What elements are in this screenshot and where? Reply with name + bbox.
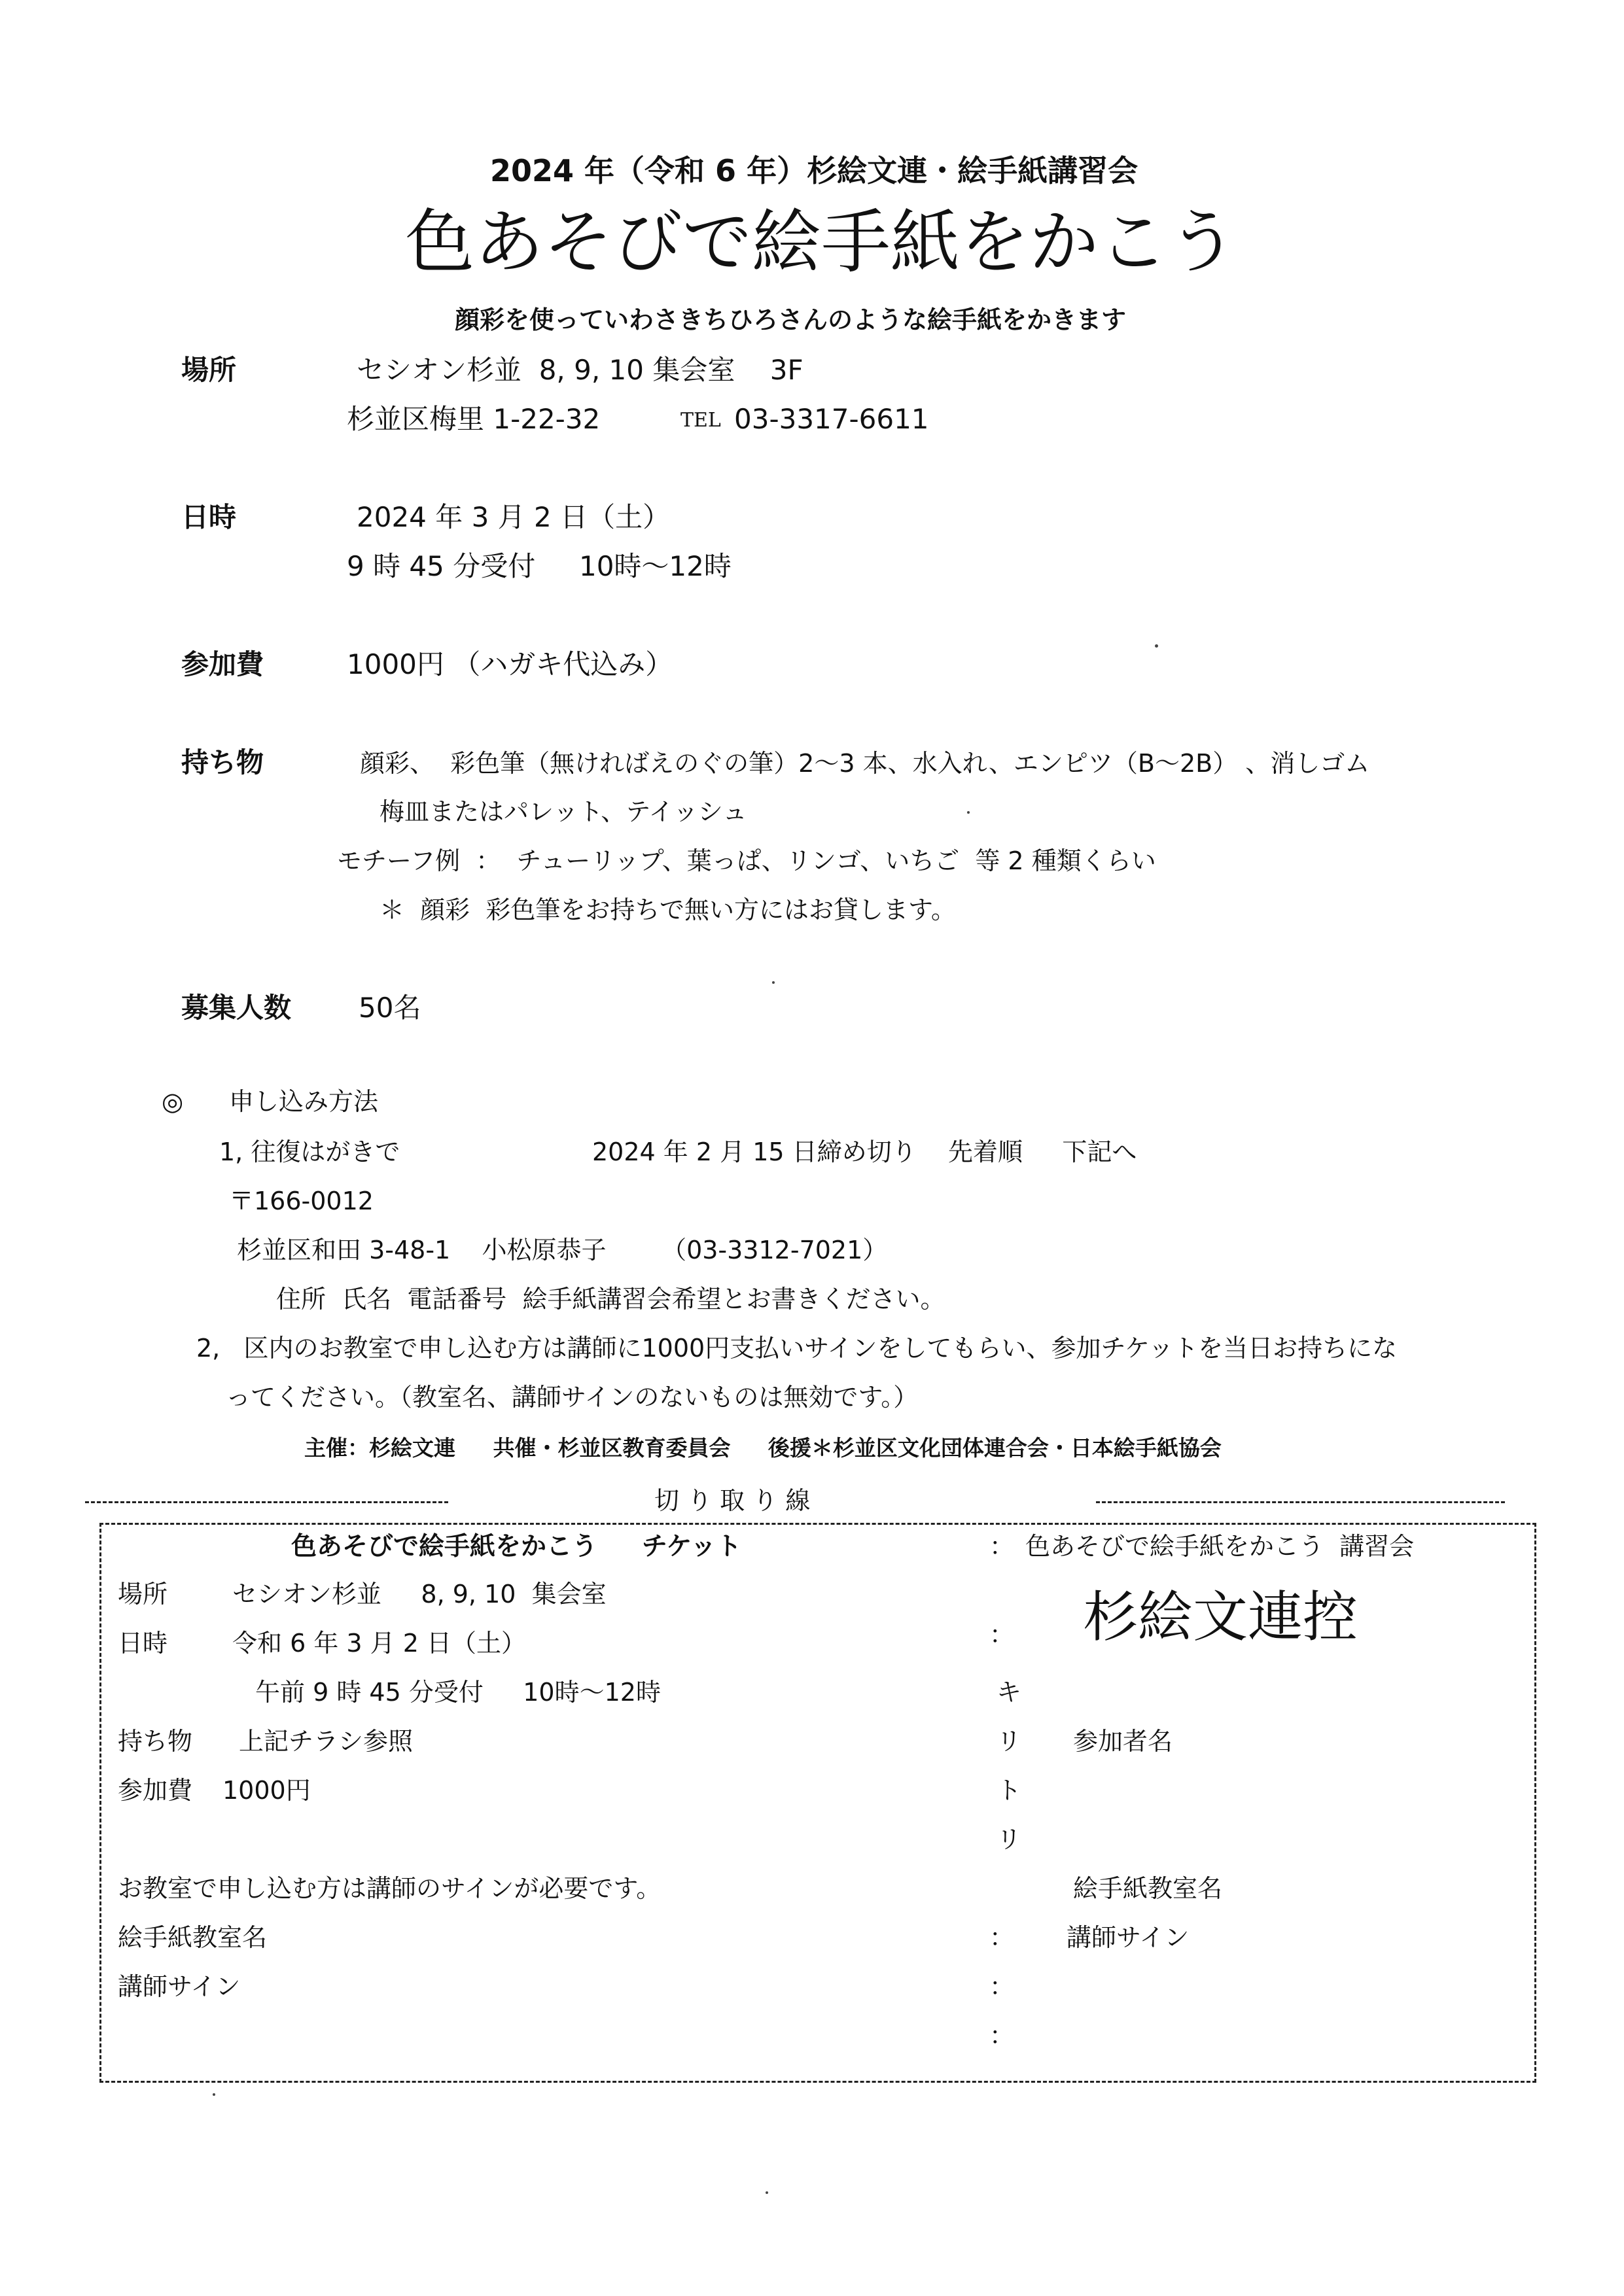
- application-step2-line2: ってください。（教室名、講師サインのないものは無効です。）: [226, 1383, 919, 1412]
- subtitle: 顔彩を使っていわさきちひろさんのような絵手紙をかきます: [455, 305, 1127, 334]
- datetime-time: 9 時 45 分受付 10時～12時: [347, 550, 732, 582]
- items-line1: 顔彩、 彩色筆（無ければえのぐの筆）2～3 本、水入れ、エンピツ（B～2B） 、消しゴム: [360, 749, 1370, 778]
- kiritori-char: ト: [997, 1776, 1022, 1805]
- application-deadline: 2024 年 2 月 15 日締め切り 先着順 下記へ: [592, 1138, 1137, 1166]
- stub-title: 色あそびで絵手紙をかこう 講習会: [1025, 1532, 1415, 1561]
- ticket-title: 色あそびで絵手紙をかこう チケット: [291, 1532, 742, 1561]
- items-note: ＊ 顔彩 彩色筆をお持ちで無い方にはお貸します。: [380, 896, 956, 924]
- stub-classroom-label: 絵手紙教室名: [1073, 1874, 1223, 1903]
- ticket-items-label: 持ち物: [118, 1727, 193, 1756]
- application-address: 杉並区和田 3-48-1 小松原恭子 （03-3312-7021）: [237, 1236, 888, 1264]
- organizers: 主催：杉絵文連 共催・杉並区教育委員会 後援＊杉並区文化団体連合会・日本絵手紙協会: [304, 1435, 1222, 1461]
- scan-speck: [967, 811, 970, 814]
- place-tel: 03-3317-6611: [734, 403, 929, 435]
- ticket-classroom-label: 絵手紙教室名: [118, 1923, 268, 1952]
- items-line2: 梅皿またはパレット、テイッシュ: [380, 797, 748, 826]
- ticket-fee-value: 1000円: [222, 1776, 311, 1805]
- place-address: 杉並区梅里 1-22-32: [347, 403, 601, 435]
- capacity-value: 50名: [359, 992, 421, 1024]
- capacity-label: 募集人数: [181, 992, 292, 1024]
- stub-teacher-label: 講師サイン: [1067, 1923, 1190, 1952]
- tel-label: TEL: [680, 409, 721, 432]
- separator-dot: ：: [989, 2021, 1015, 2050]
- separator-dot: ：: [989, 1620, 1015, 1649]
- ticket-fee-label: 参加費: [118, 1776, 193, 1805]
- stub-heading: 杉絵文連控: [1083, 1585, 1358, 1649]
- cut-line-left: [85, 1501, 448, 1503]
- ticket-date-label: 日時: [118, 1629, 168, 1658]
- place-label: 場所: [181, 354, 237, 386]
- kiritori-char: リ: [997, 1825, 1022, 1854]
- datetime-date: 2024 年 3 月 2 日（土）: [357, 501, 671, 533]
- kiritori-char: リ: [997, 1727, 1022, 1756]
- cut-line-right: [1096, 1501, 1505, 1503]
- application-write-note: 住所 氏名 電話番号 絵手紙講習会希望とお書きください。: [276, 1285, 945, 1313]
- kiritori-char: キ: [997, 1678, 1022, 1707]
- scan-speck: [213, 2093, 215, 2096]
- ticket-date-value: 令和 6 年 3 月 2 日（土）: [232, 1629, 527, 1658]
- scan-speck: [766, 2191, 768, 2194]
- application-step2-line1: 2, 区内のお教室で申し込む方は講師に1000円支払いサインをしてもらい、参加チケットを当日お持ちにな: [196, 1334, 1398, 1363]
- separator-dot: ：: [989, 1532, 1015, 1561]
- main-title: 色あそびで絵手紙をかこう: [405, 202, 1237, 283]
- items-label: 持ち物: [181, 746, 264, 778]
- ticket-place-label: 場所: [118, 1580, 168, 1609]
- ticket-teacher-label: 講師サイン: [118, 1972, 241, 2001]
- application-postal: 〒166-0012: [229, 1187, 374, 1215]
- ticket-notice: お教室で申し込む方は講師のサインが必要です。: [118, 1874, 662, 1903]
- ticket-time-value: 午前 9 時 45 分受付 10時～12時: [255, 1678, 661, 1707]
- application-step1: 1, 往復はがきで: [219, 1138, 400, 1166]
- fee-value: 1000円 （ハガキ代込み）: [347, 648, 673, 680]
- separator-dot: ：: [989, 1923, 1015, 1952]
- items-motif: モチーフ例 ： チューリップ、葉っぱ、リンゴ、いちご 等 2 種類くらい: [337, 846, 1156, 875]
- application-mark: ◎: [162, 1087, 184, 1116]
- cut-line-label: 切 り 取 り 線: [654, 1486, 811, 1515]
- stub-participant-label: 参加者名: [1073, 1727, 1173, 1756]
- event-line: 2024 年（令和 6 年）杉絵文連・絵手紙講習会: [490, 153, 1139, 188]
- scan-speck: [772, 981, 775, 984]
- place-venue: セシオン杉並 8, 9, 10 集会室 3F: [357, 354, 803, 386]
- scan-speck: [1155, 644, 1158, 648]
- ticket-place-value: セシオン杉並 8, 9, 10 集会室: [232, 1580, 607, 1609]
- fee-label: 参加費: [181, 648, 264, 680]
- application-title: 申し込み方法: [229, 1087, 379, 1116]
- datetime-label: 日時: [181, 501, 237, 533]
- separator-dot: ：: [989, 1972, 1015, 2001]
- ticket-items-value: 上記チラシ参照: [239, 1727, 414, 1756]
